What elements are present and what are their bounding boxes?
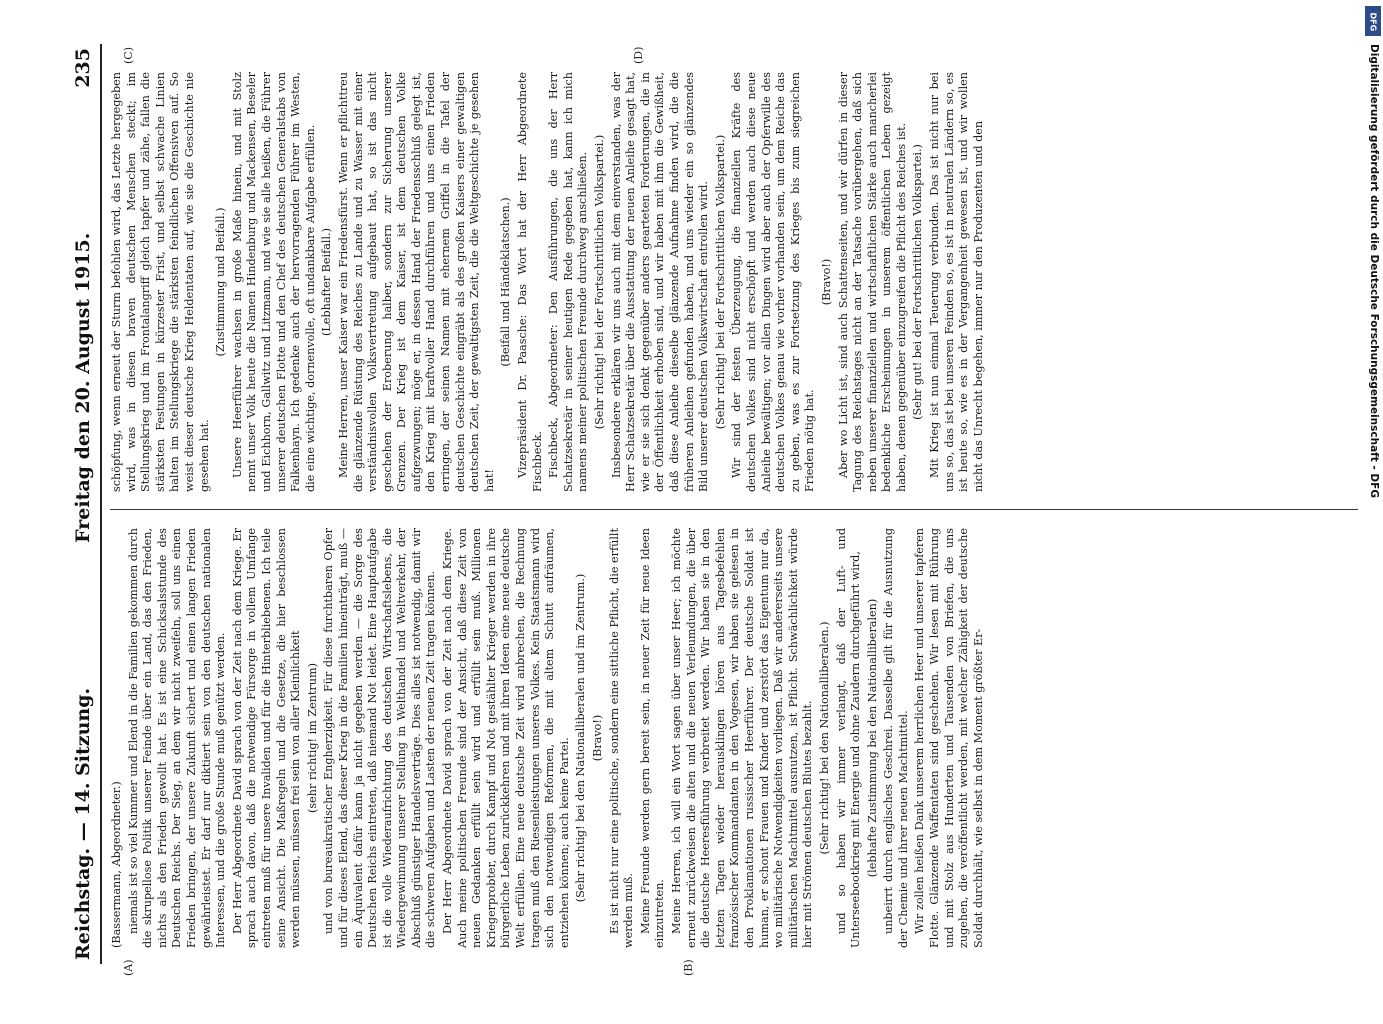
side-credit-strip: [1367, 44, 1381, 1024]
paragraph: Der Herr Abgeordnete David sprach von der Zeit nach dem Kriege. Auch meine politischen Freunde sind der Ansicht, daß diese Zeit von neuen Gedanken erfüllt sein wird und erfüllt sein muß. Millionen Kriegerprobter, durch Kampf und Not gestählter Krieger werden in ihre bürgerliche Leben zurückkehren und mit ihren Ideen eine neue deutsche Welt erfüllen. Eine neue deutsche Zeit wird anbrechen, die Rechnung tragen muß den Riesenleistungen unseres Volkes. Kein Staatsmann wird sich den notwendigen Reformen, die mit altem Schutt aufräumen, entziehen können; auch keine Partei.: [441, 528, 571, 948]
paragraph: niemals ist so viel Kummer und Elend in die Familien gekommen durch die skrupellose Politik unserer Feinde über ein Land, das den Frieden, nichts als den Frieden gewollt hat. Es ist eine Schicksalsstunde des Deutschen Reichs. Der Sieg, an dem wir nicht zweifeln, soll uns einen Frieden bringen, der unsere Zukunft sichert und einen langen Frieden gewährleistet. Er darf nur diktiert sein von den deutschen nationalen Interessen, und die große Stunde muß genützt werden.: [126, 528, 228, 948]
paragraph: Meine Freunde werden gern bereit sein, in neuer Zeit für neue Ideen einzutreten.: [638, 528, 667, 948]
paragraph: Vizepräsident Dr. Paasche: Das Wort hat der Herr Abgeordnete Fischbeck.: [516, 72, 544, 492]
marker-B: (B): [682, 959, 695, 976]
paragraph: Wir sind der festen Überzeugung, die finanziellen Kräfte des deutschen Volkes sind nicht erschöpft und werden auch diese neue Anleihe bewältigen; vor allen Dingen wird aber auch der Opferwille des deutschen Volkes genau wie vorher vorhanden sein, um dem Reiche das zu geben, was es zur Fortsetzung des Krieges bis zum siegreichen Frieden nötig hat.: [730, 72, 817, 492]
paragraph: (Sehr richtig! bei der Fortschrittlichen Volkspartei.): [593, 134, 606, 430]
paragraph: (Bravo!): [819, 258, 833, 306]
running-header: [70, 48, 96, 960]
paragraph: (Sehr richtig! bei den Nationalliberalen.): [817, 621, 831, 855]
paragraph: (lebhafte Zustimmung bei den Nationalliberalen): [865, 598, 879, 878]
page-inner: [62, 24, 1368, 984]
paragraph: (Beifall und Händeklatschen.): [499, 197, 513, 367]
paragraph: (Sehr richtig! bei der Fortschrittlichen Volkspartei.): [713, 134, 727, 430]
marker-D: (D): [632, 46, 645, 64]
paragraph: Meine Herren, ich will ein Wort sagen über unser Heer; ich möchte erneut zurückweisen die alten und die neuen Verleumdungen, die über die deutsche Heeresführung verbreitet werden. Wir haben sie in den letzten Tagen wieder herausklingen hören aus Tagesbefehlen französischer Kommandanten in den Vogesen, wir haben sie gelesen in den Proklamationen russischer Heerführer. Der deutsche Soldat ist human, er schont Frauen und Kinder und zerstört das Eigentum nur da, wo militärische Notwendigkeiten vorliegen. Daß wir andererseits unsere militärischen Machtmittel ausnutzen, ist Pflicht. Schwächlichkeit würde hier mit Strömen deutschen Blutes bezahlt.: [669, 528, 815, 948]
left-text-column: [110, 528, 1358, 948]
header-center: Freitag den 20. August 1915.: [72, 232, 94, 543]
header-rule: [100, 44, 102, 964]
paragraph: unbeirrt durch englisches Geschrei. Dasselbe gilt für die Ausnutzung der Chemie und ihrer neuen Machtmittel.: [882, 528, 910, 948]
paragraph: Meine Herren, unser Kaiser war ein Friedensfürst. Wenn er pflichttreu die glänzende Rüstung des Reiches zu Lande und zu Wasser mit einer verständnisvollen Volksvertretung aufgebaut hat, so ist das nicht geschehen der Eroberung halber, sondern zur Sicherung unserer Grenzen. Der Krieg ist dem Kaiser, ist dem deutschen Volke aufgezwungen; möge er, in dessen Hand der Friedensschluß gelegt ist, den Krieg mit kraftvoller Hand durchführen und uns einen Frieden erringen, der seinen Namen mit ehernem Griffel in die Tafel der deutschen Geschichte eingräbt als des großen Kaisers einer gewaltigen deutschen Zeit, der gewaltigsten Zeit, die die Weltgeschichte je gesehen hat!: [336, 72, 496, 492]
paragraph: (Bassermann, Abgeordneter.): [110, 781, 123, 948]
paragraph: und so haben wir immer verlangt, daß der Luft- und Unterseebootkrieg mit Energie und ohne Zaudern durchgeführt wird,: [834, 528, 863, 948]
side-credit: Digitalisierung gefördert durch die Deutsche Forschungsgemeinschaft - DFG: [1368, 44, 1380, 498]
paragraph: (Lebhafter Beifall.): [320, 228, 334, 336]
paragraph: (Sehr richtig! bei den Nationalliberalen und im Zentrum.): [574, 573, 588, 903]
page-number: 235: [72, 48, 94, 88]
marker-A: (A): [122, 959, 135, 976]
paragraph: (Sehr gut! bei der Fortschrittlichen Volkspartei.): [911, 144, 925, 420]
column-divider: [110, 509, 1358, 510]
paragraph: Wir zollen heißen Dank unserem herrlichen Heer und unserer tapferen Flotte. Glänzende Waffentaten sind geschehen. Wir lesen mit Rührung und mit Stolz aus Hunderten und Tausenden von Briefen, die uns zugehen, die veröffentlicht werden, mit welcher Zähigkeit der deutsche Soldat durchhält, wie selbst in dem Moment größter Er-: [913, 528, 985, 948]
paragraph: (Bravo!): [591, 714, 604, 762]
paragraph: Fischbeck, Abgeordneter: Den Ausführungen, die uns der Herr Schatzsekretär in seiner heutigen Rede gegeben hat, kann ich mich namens meiner politischen Freunde durchweg anschließen.: [547, 72, 590, 492]
marker-C: (C): [122, 47, 135, 64]
paragraph: schöpfung, wenn erneut der Sturm befohlen wird, das Letzte hergegeben wird, was in diesen braven deutschen Menschen steckt; im Stellungskrieg und im Frontalangriff gleich tapfer und zähe, fallen die stärksten Festungen in kürzester Frist, und selbst schwache Linien halten im Stellungskriege die stärksten feindlichen Offensiven auf. So weist dieser deutsche Krieg Heldentaten auf, wie sie die Geschichte nie gesehen hat.: [110, 72, 211, 492]
paragraph: Mit Krieg ist nun einmal Teuerung verbunden. Das ist nicht nur bei uns so, das ist bei unseren Feinden so, es ist in neutralen Ländern so, es ist heute so, wie es in der Vergangenheit gewesen ist, und wir wollen nicht das Unrecht begehen, immer nur den Produzenten und den: [928, 72, 985, 492]
paragraph: Aber wo Licht ist, sind auch Schattenseiten, und wir dürfen in dieser Tagung des Reichstages nicht an der Tatsache vorübergehen, daß sich neben unserer finanziellen und wirtschaftlichen Stärke auch mancherlei bedenkliche Erscheinungen in unserem öffentlichen Leben gezeigt haben, denen gegenüber einzugreifen die Pflicht des Reiches ist.: [836, 72, 908, 492]
paragraph: (Zustimmung und Beifall.): [214, 207, 228, 357]
paragraph: Es ist nicht nur eine politische, sondern eine sittliche Pflicht, die erfüllt werden muß.: [607, 528, 636, 948]
dfg-logo-text: DFG: [1368, 12, 1378, 32]
document-page: [62, 24, 1368, 984]
paragraph: (sehr richtig! im Zentrum): [305, 663, 319, 813]
paragraph: Unsere Heerführer wachsen in große Maße hinein, und mit Stolz nennt unser Volk heute die Namen Hindenburg und Mackensen, Beseler und Eichhorn, Gallwitz und Litzmann, und wie sie alle heißen, die Führer unserer deutschen Flotte und den Chef des deutschen Generalstabs von Falkenhayn. Ich gedenke auch der hervorragenden Führer im Westen, die eine wichtige, dornenvolle, oft undankbare Aufgabe erfüllen.: [230, 72, 317, 492]
paragraph: und von bureaukratischer Engherzigkeit. Für diese furchtbaren Opfer und für dieses Elend, das dieser Krieg in die Familien hineinträgt, muß — ein Äquivalent dafür kann ja nicht gegeben werden — die Sorge des Deutschen Reichs eintreten, daß niemand Not leidet. Eine Hauptaufgabe ist die volle Wiederaufrichtung des deutschen Wirtschaftslebens, die Wiedergewinnung unserer Stellung in Welthandel und Weltverkehr, der Abschluß günstiger Handelsverträge. Dies alles ist notwendig, damit wir die schweren Aufgaben und Lasten der neuen Zeit tragen können.: [322, 528, 438, 948]
paragraph: Der Herr Abgeordnete David sprach von der Zeit nach dem Kriege. Er sprach auch davon, daß die notwendige Fürsorge in vollem Umfange eintreten muß für unsere Invaliden und für die Hinterbliebenen. Ich teile seine Ansicht. Die Maßregeln und die Gesetze, die hier beschlossen werden müssen, müssen frei sein von aller Kleinlichkeit: [230, 528, 303, 948]
paragraph: Insbesondere erklären wir uns auch mit dem einverstanden, was der Herr Schatzsekretär über die Ausstattung der neuen Anleihe gesagt hat, wie er sie sich denkt gegenüber anders gearteten Forderungen, die in der Öffentlichkeit erhoben sind, und wir haben mit ihm die Gewißheit, daß diese Anleihe dieselbe glänzende Aufnahme finden wird, die die früheren Anleihen gefunden haben, und uns wieder ein so glänzendes Bild unserer deutschen Volkswirtschaft entrollen wird.: [609, 72, 711, 492]
right-text-column: [110, 72, 1358, 492]
dfg-logo: [1365, 6, 1381, 36]
header-left: Reichstag. — 14. Sitzung.: [72, 687, 94, 960]
